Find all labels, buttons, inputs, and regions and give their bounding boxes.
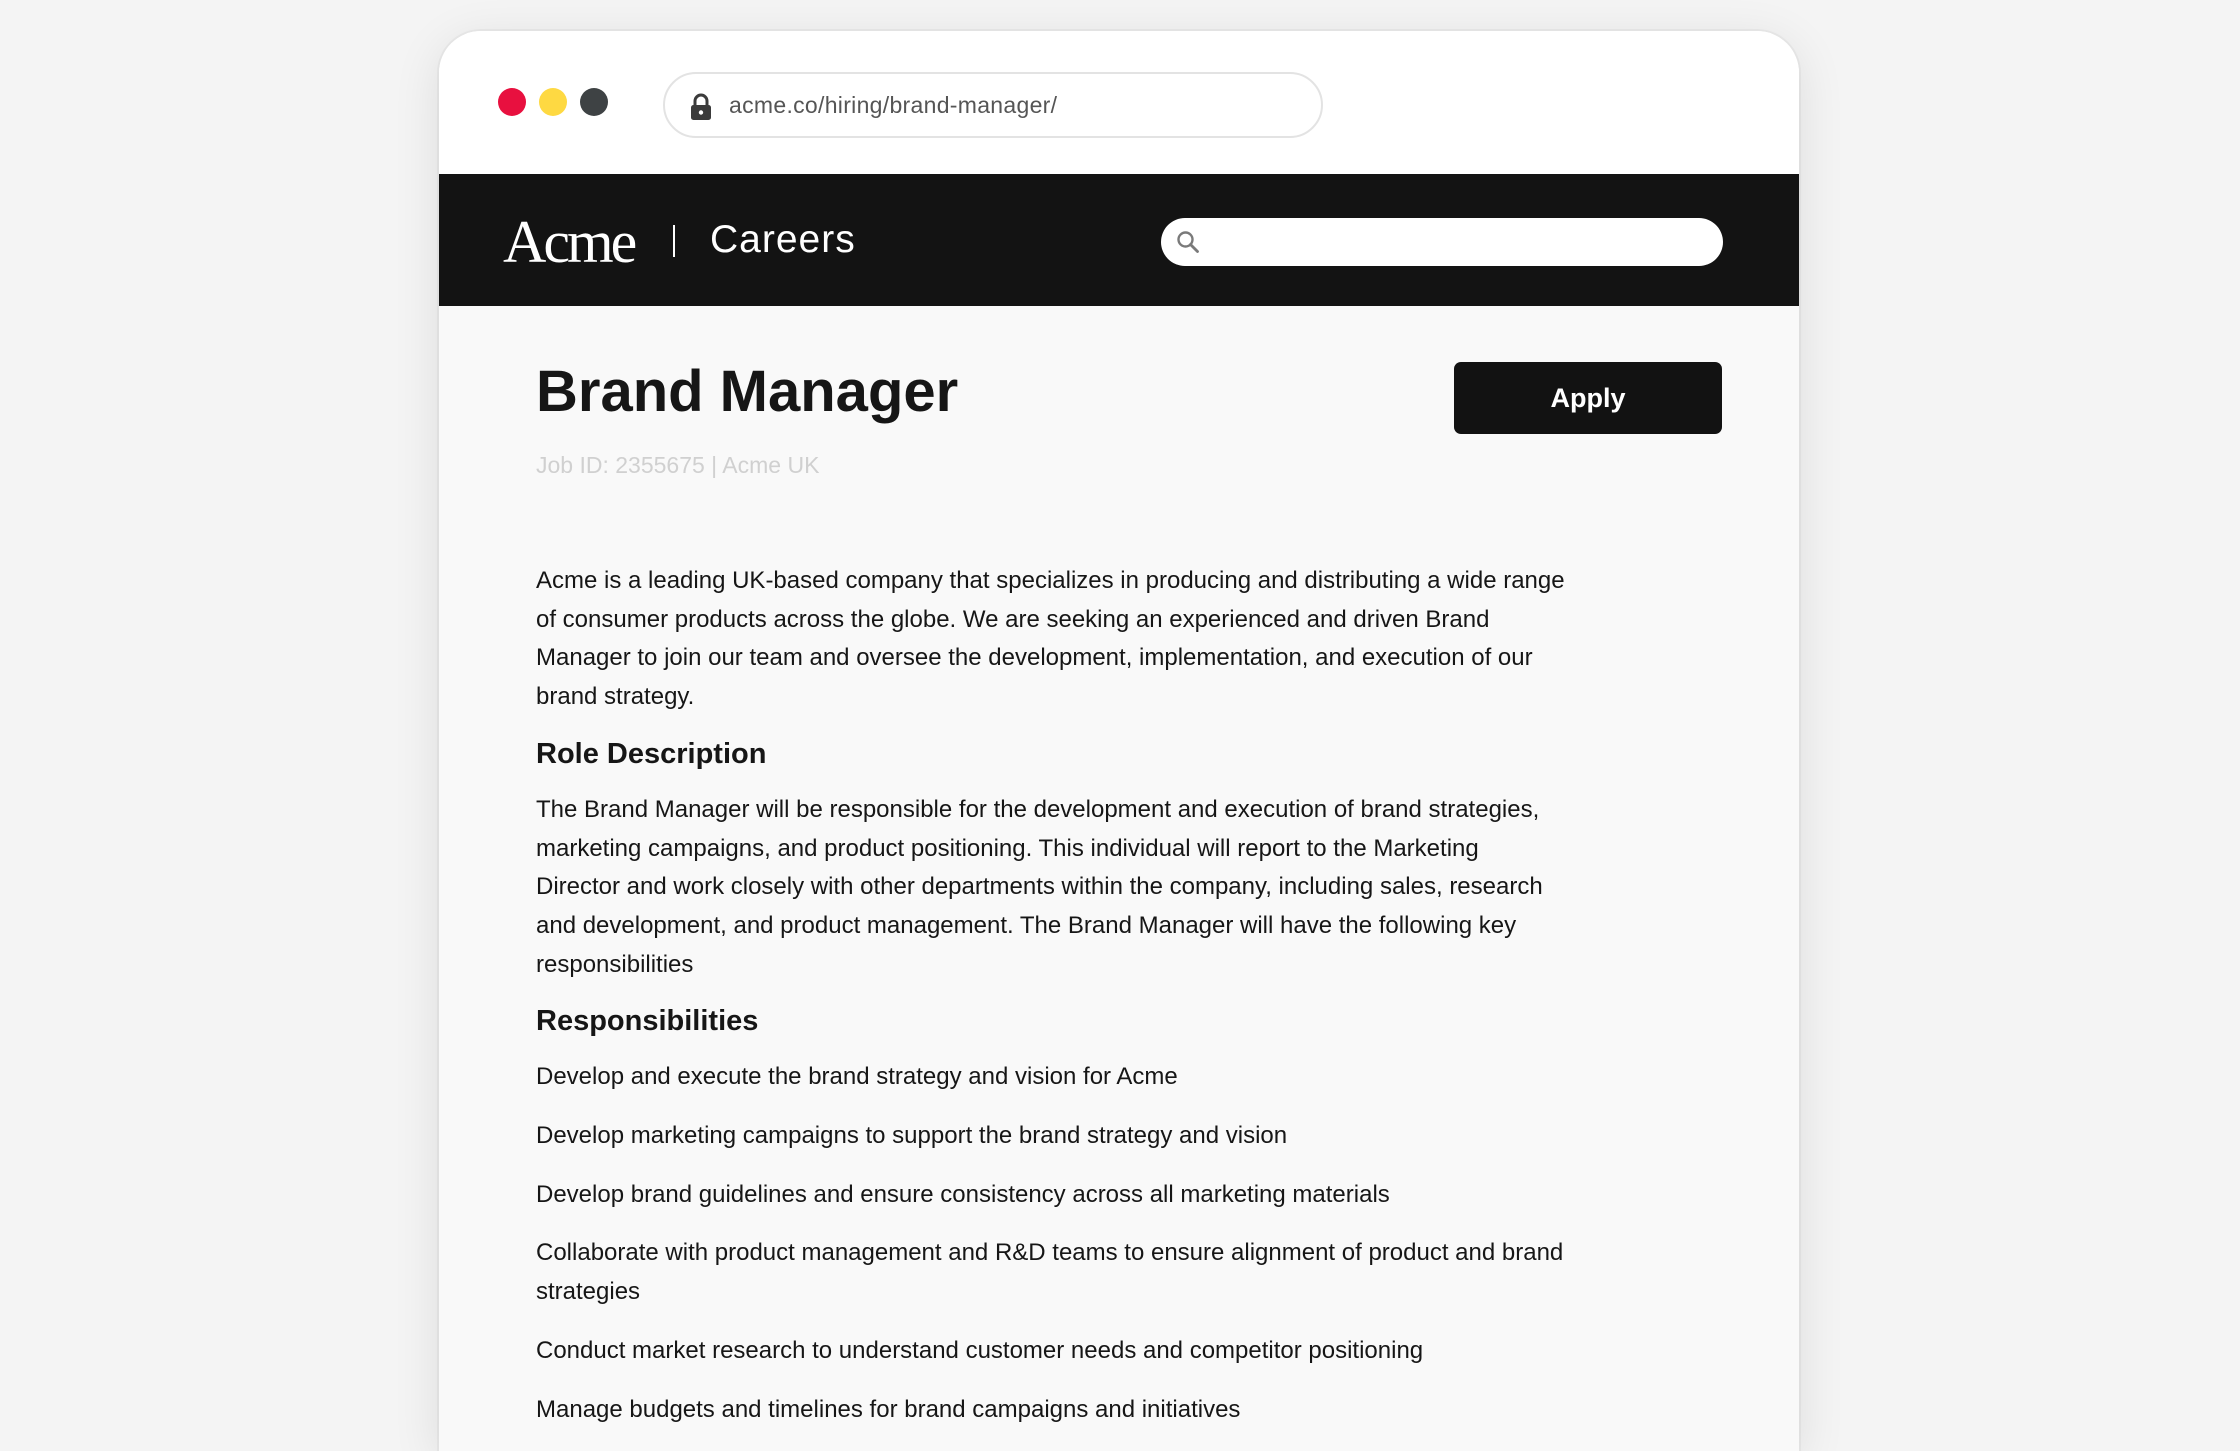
responsibilities-list — [536, 1058, 1566, 1429]
browser-titlebar — [439, 31, 1799, 174]
role-description-text: The Brand Manager will be responsible for the development and execution of brand strategies, marketing campaigns, and product positioning. This individual will report to the Marketing Director and work closely with other departments within the company, including sales, research and development, and product management. The Brand Manager will have the following key responsibilities — [536, 795, 1543, 978]
job-meta: Job ID: 2355675 | Acme UK — [536, 452, 820, 478]
job-title: Brand Manager — [536, 359, 959, 424]
site-header — [439, 174, 1799, 306]
list-item: Develop brand guidelines and ensure consistency across all marketing materials — [536, 1180, 1390, 1208]
search-input[interactable] — [1211, 224, 1705, 262]
address-bar-url: acme.co/hiring/brand-manager/ — [729, 92, 1058, 118]
list-item: Develop and execute the brand strategy and vision for Acme — [536, 1063, 1178, 1091]
window-maximize-button[interactable] — [580, 88, 608, 116]
window-close-button[interactable] — [498, 88, 526, 116]
acme-logo[interactable]: Acme — [503, 209, 635, 275]
search-bar[interactable] — [1161, 218, 1723, 266]
address-bar[interactable] — [663, 72, 1323, 138]
job-intro: Acme is a leading UK-based company that specializes in producing and distributing a wide range of consumer products across the globe. We are seeking an experienced and driven Brand Manager to join our team and oversee the development, implementation, and execution of our brand strategy. — [536, 567, 1565, 711]
list-item: Develop marketing campaigns to support the brand strategy and vision — [536, 1122, 1288, 1150]
role-description-heading: Role Description — [536, 737, 767, 770]
browser-window — [439, 31, 1799, 1451]
job-detail-page — [439, 306, 1799, 1451]
list-item: Conduct market research to understand customer needs and competitor positioning — [536, 1336, 1424, 1364]
nav-careers-link[interactable]: Careers — [710, 218, 856, 261]
job-description — [536, 562, 1566, 1449]
search-icon — [1175, 229, 1201, 255]
window-minimize-button[interactable] — [539, 88, 567, 116]
responsibilities-heading: Responsibilities — [536, 1005, 759, 1038]
header-divider — [673, 225, 675, 257]
list-item: Collaborate with product management and R&D teams to ensure alignment of product and brand strategies — [536, 1239, 1564, 1306]
lock-icon — [689, 93, 713, 121]
apply-button[interactable]: Apply — [1454, 362, 1722, 434]
list-item: Manage budgets and timelines for brand campaigns and initiatives — [536, 1395, 1241, 1423]
